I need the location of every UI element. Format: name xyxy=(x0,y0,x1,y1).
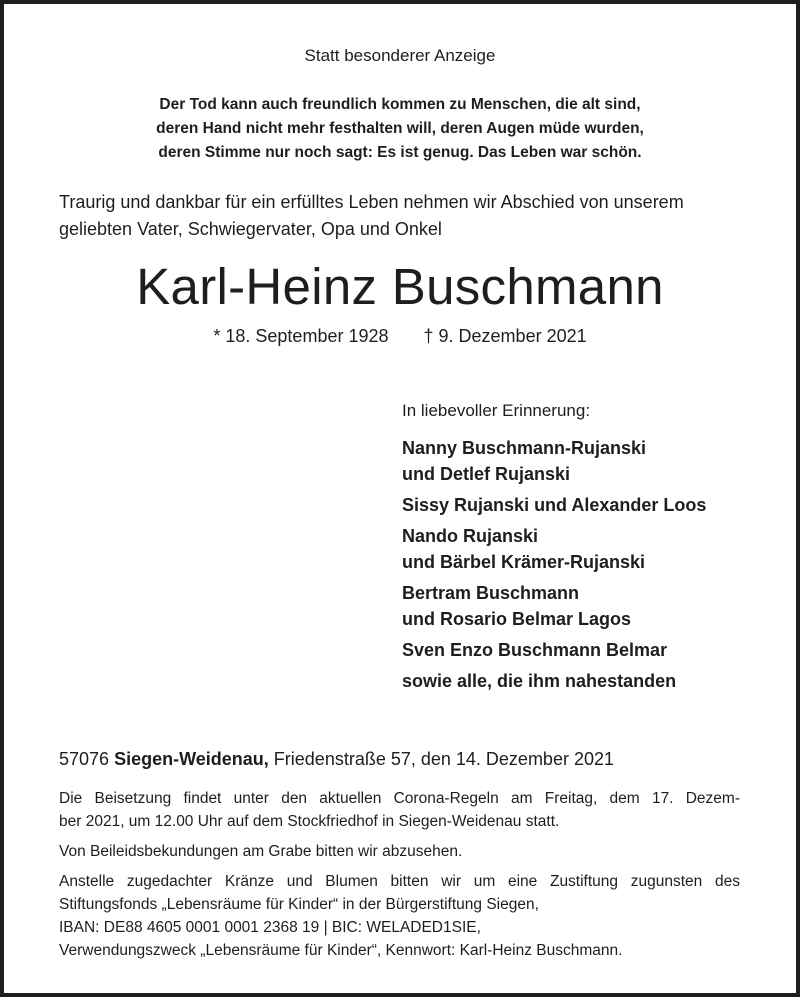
mourner-entry xyxy=(402,435,706,487)
mourner-line: Bertram Buschmann xyxy=(402,583,580,603)
mourner-list xyxy=(402,435,706,699)
mourner-line: und Bärbel Krämer-Rujanski xyxy=(402,552,646,572)
mourner-line: sowie alle, die ihm nahestanden xyxy=(402,671,677,691)
location-line xyxy=(59,749,614,770)
burial-line: Die Beisetzung findet unter den aktuellen Corona-Regeln am Freitag, dem 17. Dezem- xyxy=(59,790,740,807)
mourner-line: und Detlef Rujanski xyxy=(402,464,571,484)
mourner-entry xyxy=(402,668,706,694)
donation-line: Anstelle zugedachter Kränze und Blumen bitten wir um eine Zustiftung zugunsten des xyxy=(59,873,740,890)
donation-line: Stiftungsfonds „Lebensräume für Kinder“ in der Bürgerstiftung Siegen, xyxy=(59,896,539,913)
farewell-line: Traurig und dankbar für ein erfülltes Leben nehmen wir Abschied von unserem xyxy=(59,192,684,212)
deceased-name: Karl-Heinz Buschmann xyxy=(136,258,664,315)
life-dates xyxy=(0,326,800,347)
city: Siegen-Weidenau, xyxy=(114,749,269,769)
mourner-entry xyxy=(402,637,706,663)
donation-line: Verwendungszweck „Lebensräume für Kinder“, Kennwort: Karl-Heinz Buschmann. xyxy=(59,942,623,959)
birth-date: * 18. September 1928 xyxy=(213,326,389,346)
poem xyxy=(0,93,800,165)
condolences-line: Von Beileidsbekundungen am Grabe bitten wir abzusehen. xyxy=(59,843,463,860)
burial-line: ber 2021, um 12.00 Uhr auf dem Stockfriedhof in Siegen-Weidenau statt. xyxy=(59,813,560,830)
address-date: Friedenstraße 57, den 14. Dezember 2021 xyxy=(273,749,614,769)
mourner-line: Sven Enzo Buschmann Belmar xyxy=(402,640,668,660)
mourner-entry xyxy=(402,580,706,632)
mourner-line: Nando Rujanski xyxy=(402,526,539,546)
donation-paragraph xyxy=(59,870,740,962)
farewell-line: geliebten Vater, Schwiegervater, Opa und Onkel xyxy=(59,219,442,239)
memory-title: In liebevoller Erinnerung: xyxy=(402,401,591,420)
closing-paragraphs xyxy=(59,787,740,969)
donation-line: IBAN: DE88 4605 0001 0001 2368 19 | BIC: WELADED1SIE, xyxy=(59,919,481,936)
farewell-text xyxy=(59,189,749,243)
postcode: 57076 xyxy=(59,749,110,769)
mourner-line: Sissy Rujanski und Alexander Loos xyxy=(402,495,707,515)
mourner-line: Nanny Buschmann-Rujanski xyxy=(402,438,647,458)
poem-line: deren Hand nicht mehr festhalten will, deren Augen müde wurden, xyxy=(156,120,644,137)
mourner-entry xyxy=(402,492,706,518)
mourner-entry xyxy=(402,523,706,575)
poem-line: deren Stimme nur noch sagt: Es ist genug. Das Leben war schön. xyxy=(158,144,642,161)
intro-line: Statt besonderer Anzeige xyxy=(304,46,496,65)
condolences-paragraph xyxy=(59,840,740,863)
death-date: † 9. Dezember 2021 xyxy=(423,326,587,346)
mourner-line: und Rosario Belmar Lagos xyxy=(402,609,632,629)
poem-line: Der Tod kann auch freundlich kommen zu Menschen, die alt sind, xyxy=(159,96,641,113)
burial-paragraph xyxy=(59,787,740,833)
